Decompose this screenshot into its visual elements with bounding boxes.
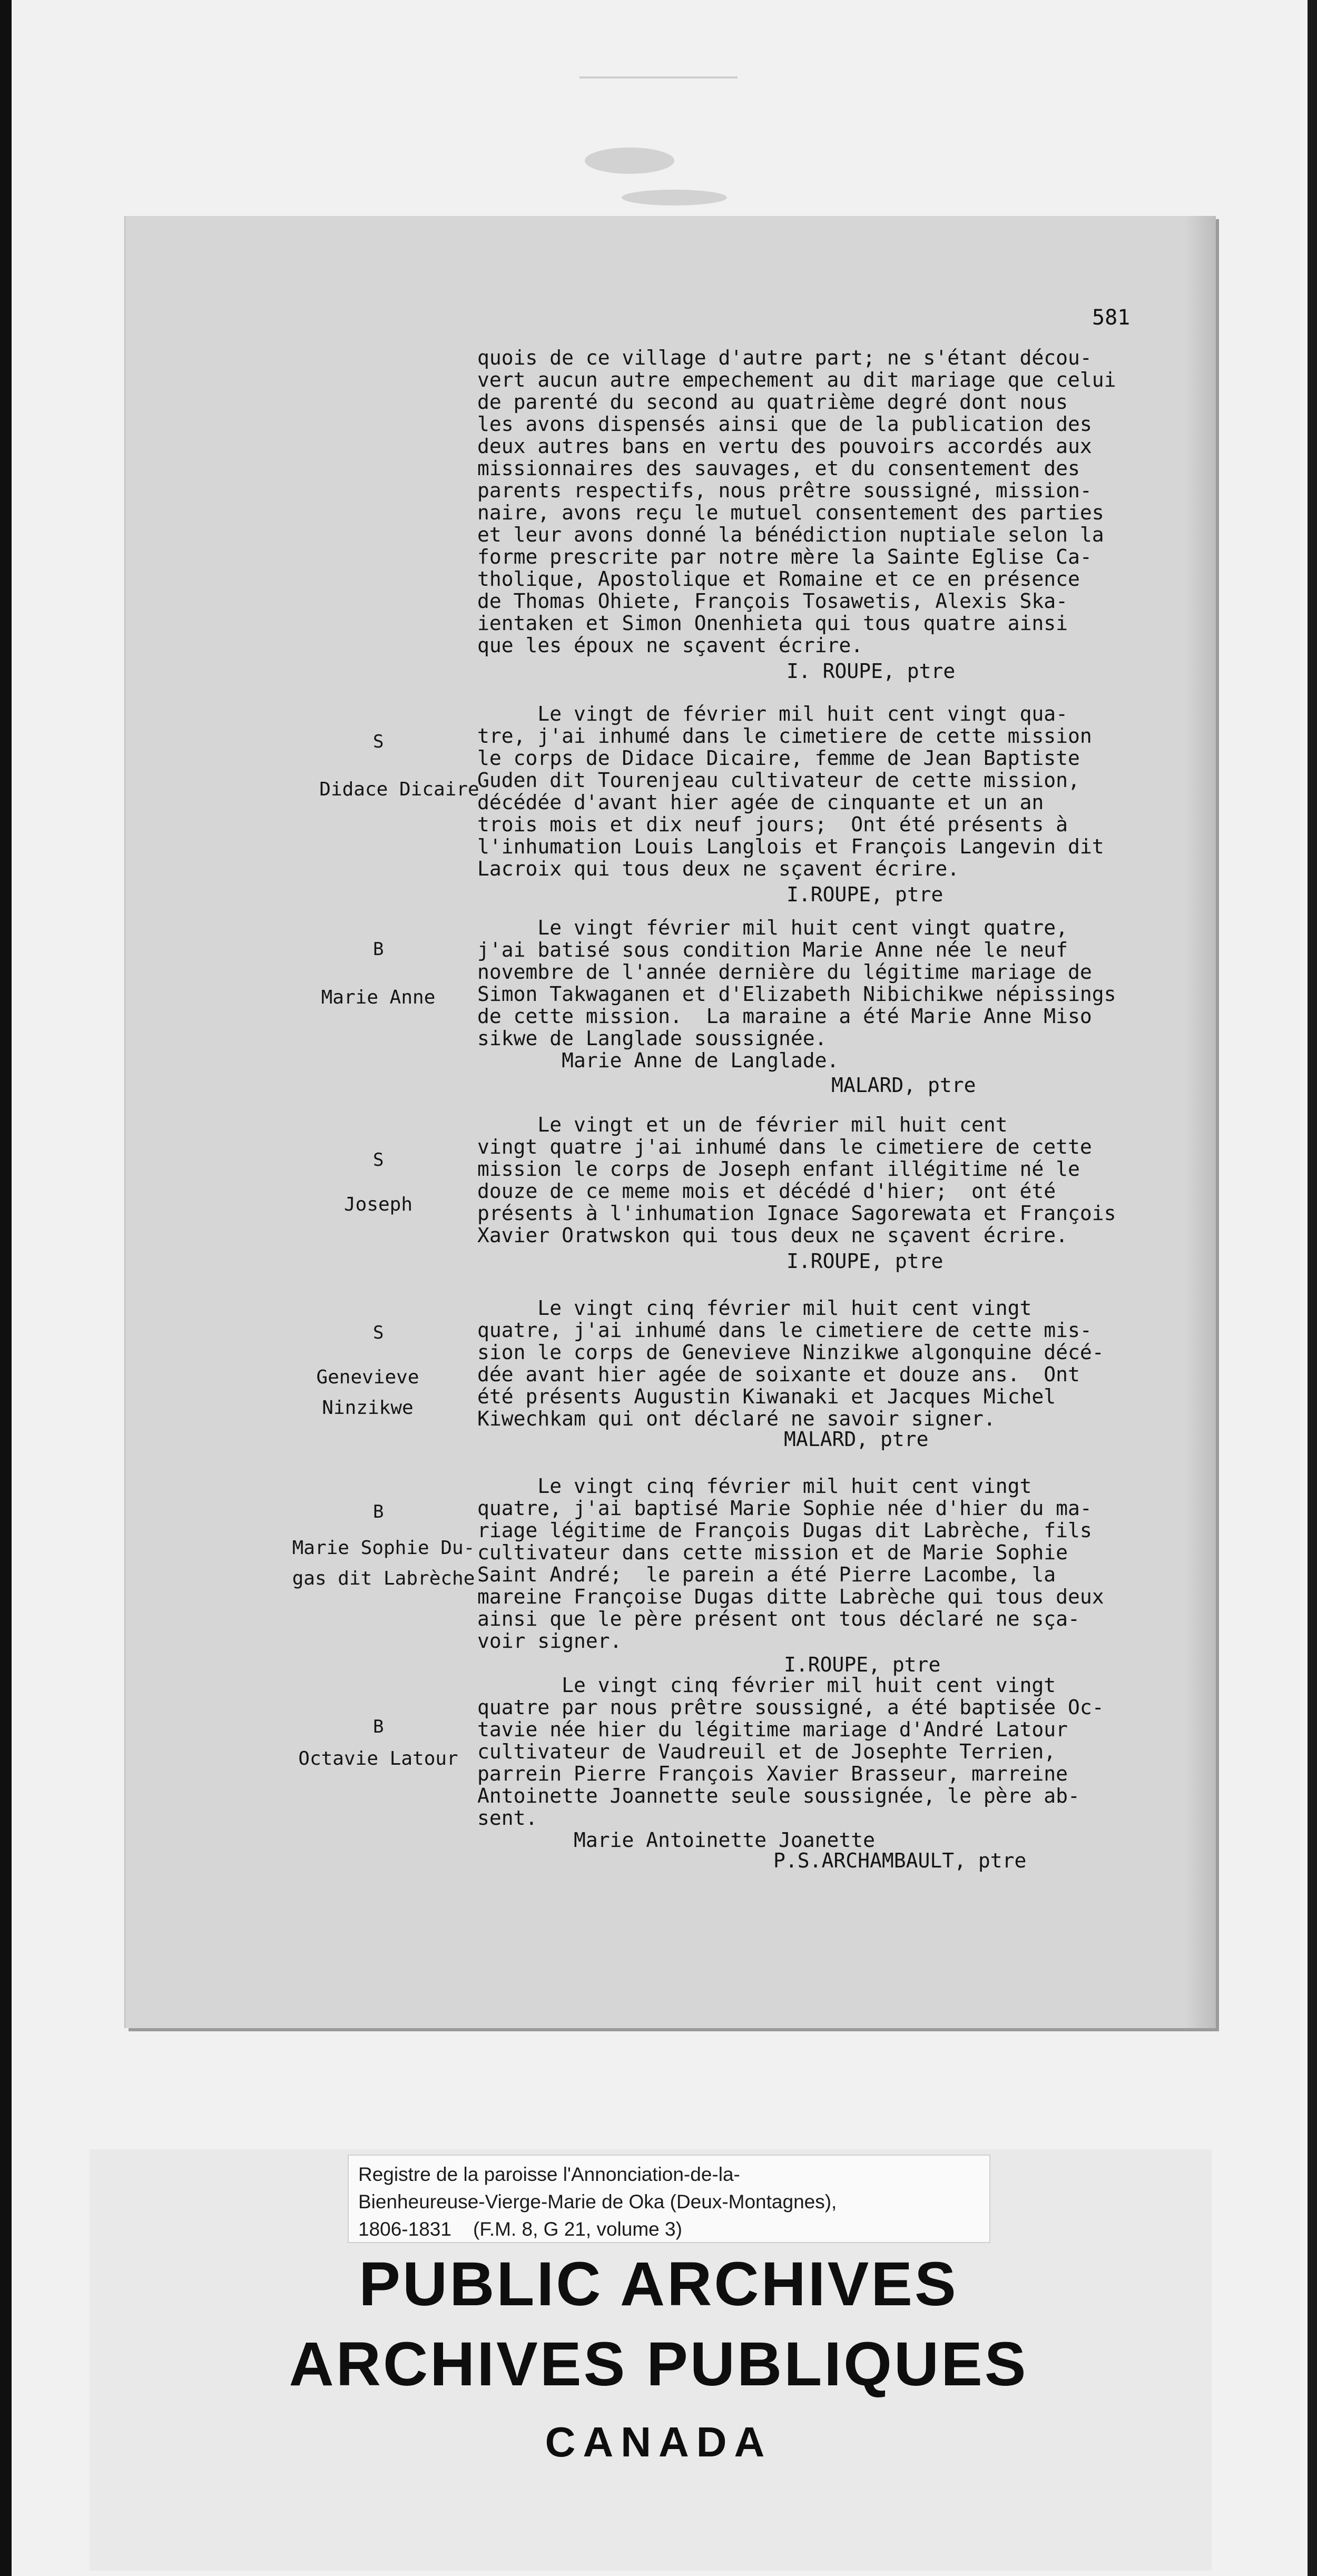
film-smudge [622,190,727,205]
signature: I.ROUPE, ptre [787,883,943,906]
entry-text: Le vingt et un de février mil huit cent vingt quatre j'ai inhumé dans le cimetiere de cette mission le corps de Joseph enfant illégitime né le douze de ce meme mois et décédé d'hier; ont été présents à l'inhumation Ignace Sagorewata et François Xavier Oratwskon qui tous deux ne sçavent écrire. [477,1113,1116,1247]
film-smudge [585,148,674,174]
entry-type-code: B [373,939,384,960]
signature: I.ROUPE, ptre [784,1653,941,1676]
entry-text: Le vingt cinq février mil huit cent vingt quatre, j'ai baptisé Marie Sophie née d'hier du ma- riage légitime de François Dugas dit Labrèche, fils cultivateur dans cette mission et de Marie Sophie Saint André; le parein a été Pierre Lacombe, la mareine Françoise Dugas ditte Labrèche qui tous deux ainsi que le père présent ont tous déclaré ne sça- voir signer. [477,1474,1104,1653]
continuation-text: quois de ce village d'autre part; ne s'étant décou- vert aucun autre empechement au dit mariage que celui de parenté du second au quatrième degré dont nous les avons dispensés ainsi que de la publication des deux autres bans en vertu des pouvoirs accordés aux missionnaires des sauvages, et du consentement des parents respectifs, nous prêtre soussigné, mission- naire, avons reçu le mutuel consentement des parties et leur avons donné la bénédiction nuptiale selon la forme prescrite par notre mère la Sainte Eglise Ca- tholique, Apostolique et Romaine et ce en présence de Thomas Ohiete, François Tosawetis, Alexis Ska- ientaken et Simon Onenhieta qui tous quatre ainsi que les époux ne sçavent écrire. [477,346,1116,657]
entry-margin-name: Joseph [343,1194,413,1215]
archives-country: CANADA [545,2418,772,2465]
entry-type-code: S [373,1149,384,1171]
signature: MALARD, ptre [831,1074,976,1097]
entry-margin-name: Didace Dicaire [319,779,479,800]
entry-type-code: B [373,1716,384,1737]
signature: I. ROUPE, ptre [787,660,956,683]
microfilm-caption: Registre de la paroisse l'Annonciation-de-la- Bienheureuse-Vierge-Marie de Oka (Deux-Montagnes), 1806-1831 (F.M. 8, G 21, volume 3) [348,2155,990,2243]
entry-type-code: S [373,731,384,752]
entry-margin-name: Marie Sophie Du- gas dit Labrèche [292,1537,475,1589]
entry-margin-name: Marie Anne [321,987,436,1008]
signature: P.S.ARCHAMBAULT, ptre [773,1849,1027,1872]
entry-type-code: S [373,1322,384,1343]
entry-type-code: B [373,1501,384,1522]
entry-margin-name: Octavie Latour [298,1748,458,1769]
entry-text: Le vingt de février mil huit cent vingt qua- tre, j'ai inhumé dans le cimetiere de cette mission le corps de Didace Dicaire, femme de Jean Baptiste Guden dit Tourenjeau cultivateur de cette mission, décédée d'avant hier agée de cinquante et un an trois mois et dix neuf jours; Ont été présents à l'inhumation Louis Langlois et François Langevin dit Lacroix qui tous deux ne sçavent écrire. [477,702,1104,880]
entry-text: Le vingt cinq février mil huit cent vingt quatre par nous prêtre soussigné, a été baptisée Oc- tavie née hier du légitime mariage d'André Latour cultivateur de Vaudreuil et de Josephte Terrien, parrein Pierre François Xavier Brasseur, marreine Antoinette Joannette seule soussignée, le père ab- sent. Marie Antoinette Joanette [477,1674,1104,1852]
signature: I.ROUPE, ptre [787,1250,943,1273]
archives-title-en: PUBLIC ARCHIVES [359,2249,958,2319]
page-number: 581 [1092,306,1131,330]
register-page [125,216,1216,2028]
signature: MALARD, ptre [784,1428,929,1451]
entry-text: Le vingt février mil huit cent vingt quatre, j'ai batisé sous condition Marie Anne née le neuf novembre de l'année dernière du légitime mariage de Simon Takwaganen et d'Elizabeth Nibichikwe népissings de cette mission. La maraine a été Marie Anne Miso sikwe de Langlade soussignée. Marie Anne de Langlade. [477,916,1116,1072]
film-scratch [579,76,738,78]
entry-margin-name: Genevieve Ninzikwe [316,1366,419,1419]
film-edge-left [0,0,12,2576]
film-edge-right [1308,0,1317,2576]
archives-title-fr: ARCHIVES PUBLIQUES [289,2329,1028,2399]
entry-text: Le vingt cinq février mil huit cent vingt quatre, j'ai inhumé dans le cimetiere de cette mis- sion le corps de Genevieve Ninzikwe algonquine décé- dée avant hier agée de soixante et douze ans. Ont été présents Augustin Kiwanaki et Jacques Michel Kiwechkam qui ont déclaré ne savoir signer. [477,1296,1104,1430]
